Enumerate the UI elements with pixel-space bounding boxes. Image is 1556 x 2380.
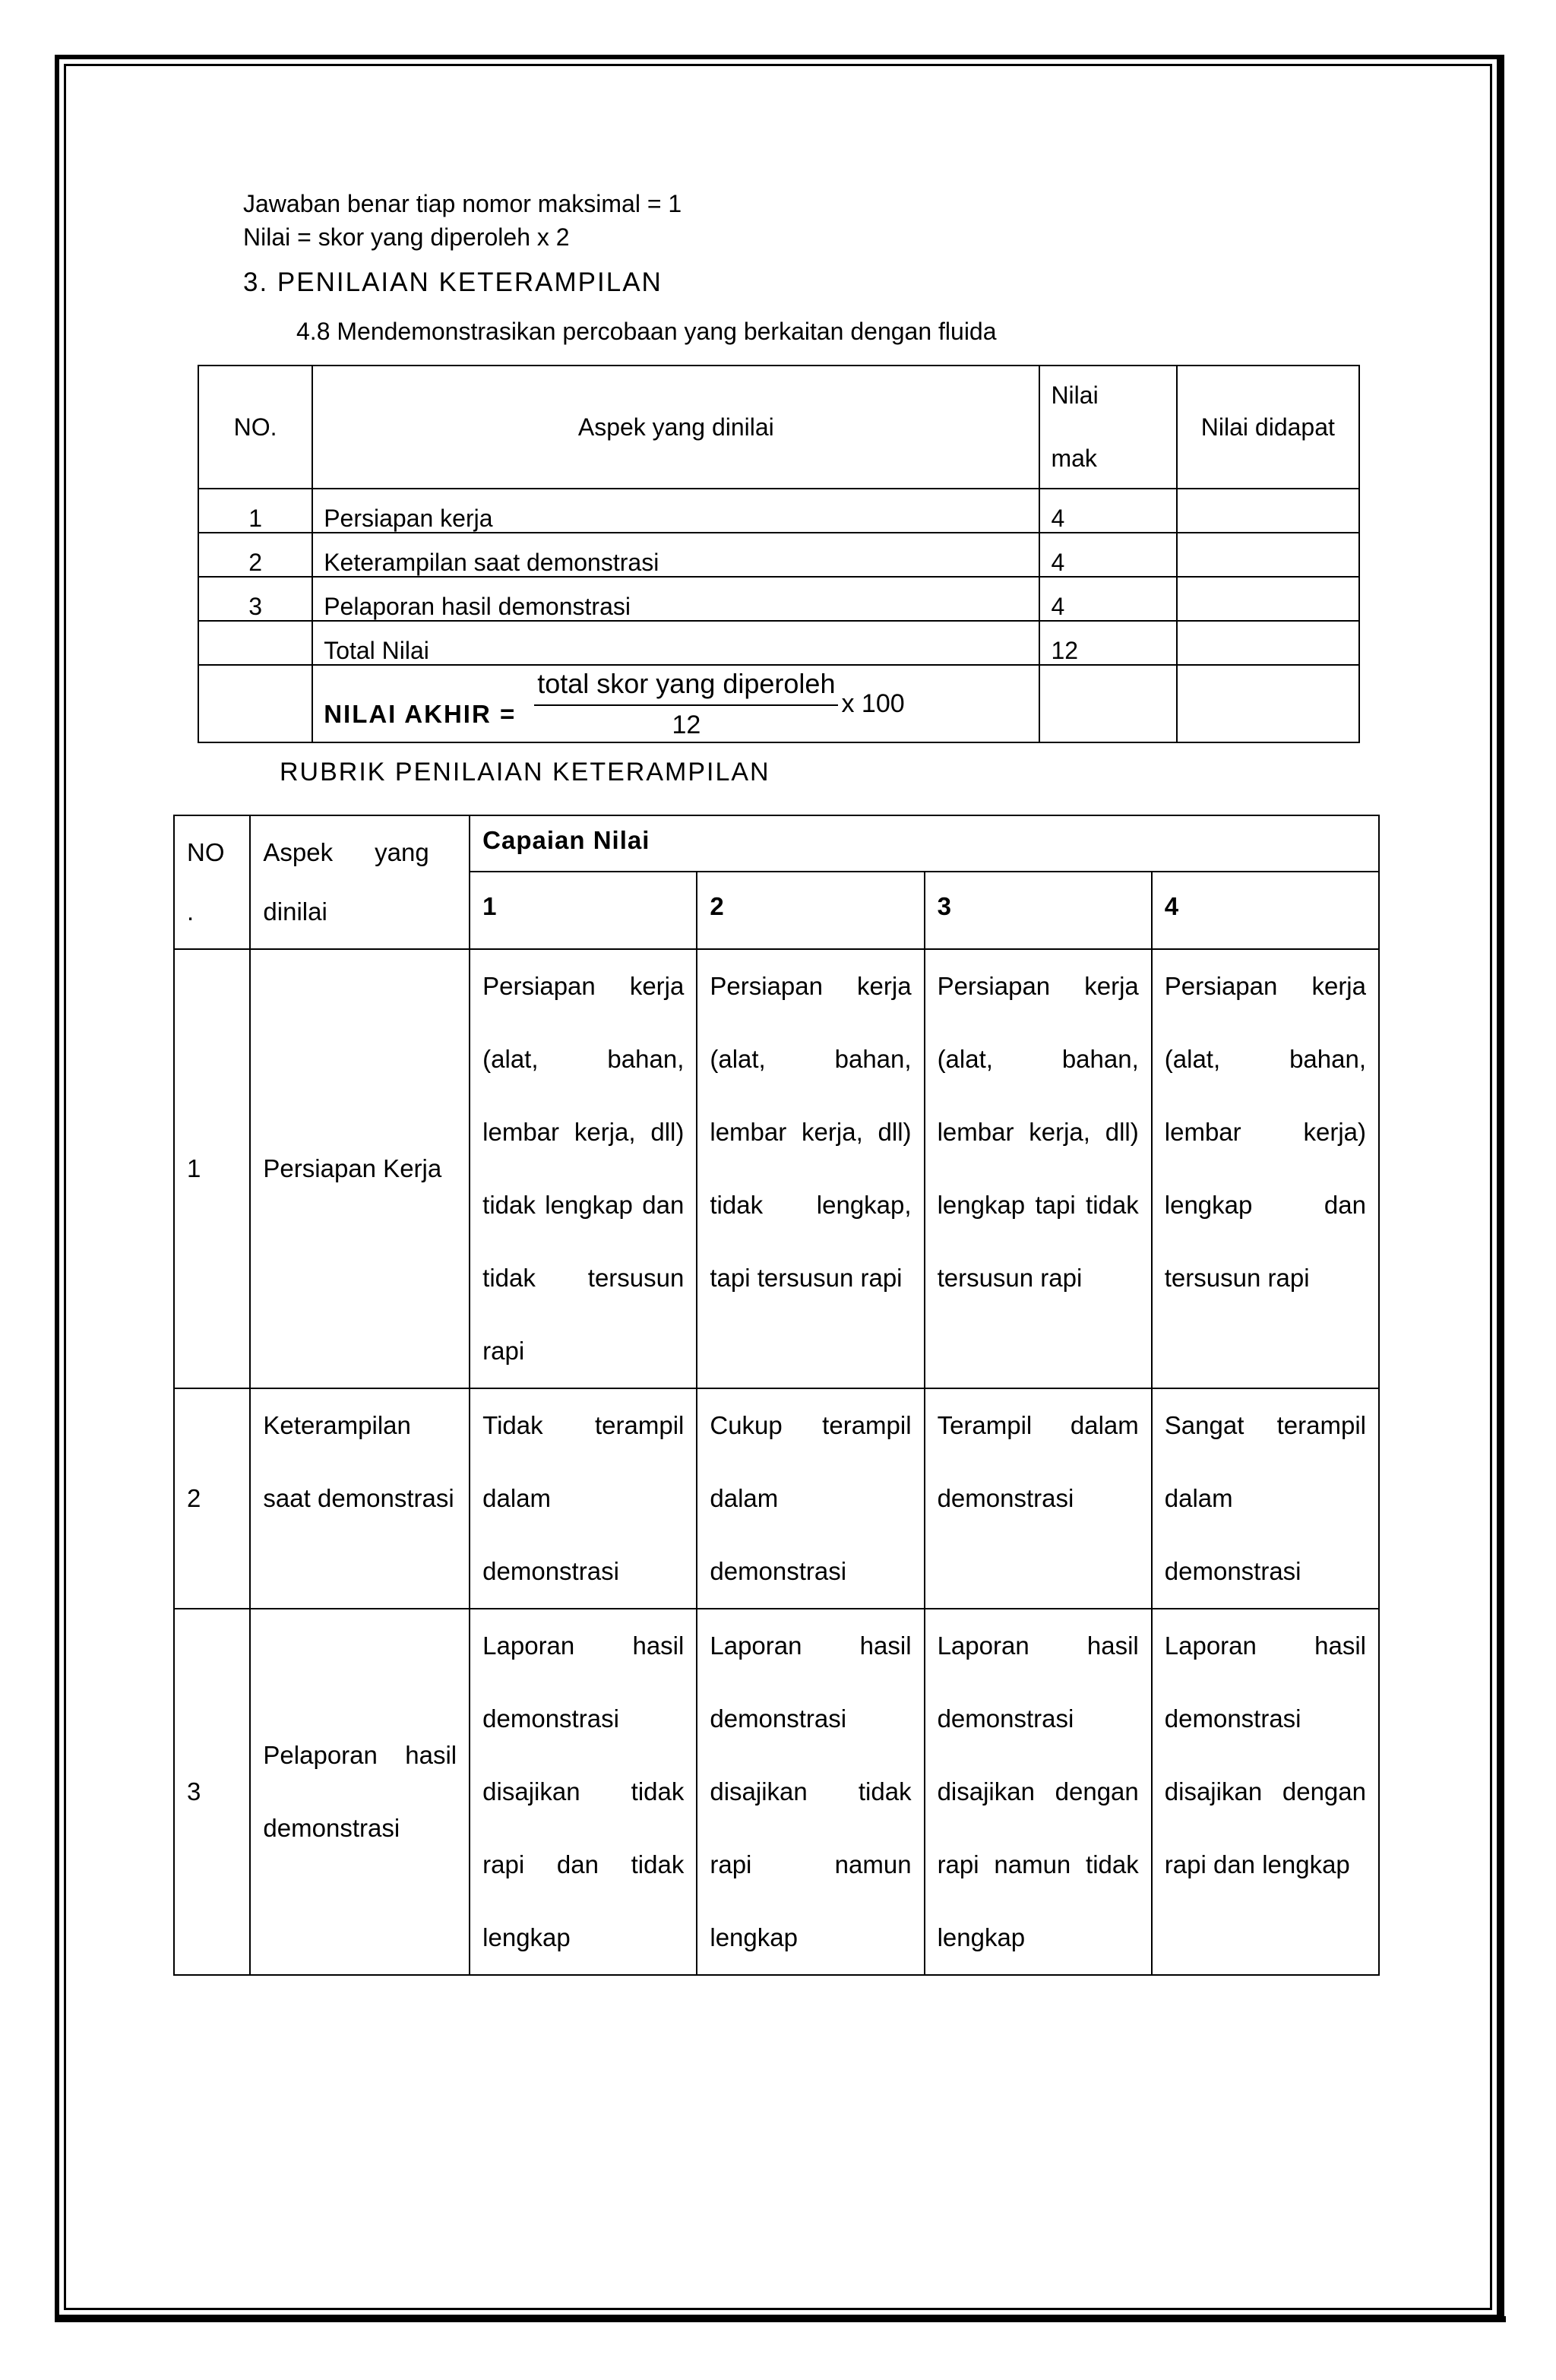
level-1: 1 [470,872,697,949]
row-max: 4 [1051,593,1065,620]
row-aspek: Persiapan kerja [324,505,493,532]
rubric-row [174,949,1379,1388]
table-row [198,489,1359,533]
rubric-row-no: 3 [174,1609,250,1975]
rubric-header-capaian: Capaian Nilai [470,815,1379,872]
header-no: NO. [198,366,312,489]
section-subheading: 4.8 Mendemonstrasikan percobaan yang berkaitan dengan fluida [296,318,997,345]
rubric-cell: Terampil dalam demonstrasi [925,1388,1152,1609]
row-didapat [1177,489,1359,533]
page-border-shadow-bottom [55,2316,1506,2322]
rubric-cell: Laporan hasil demonstrasi disajikan tidak rapi namun lengkap [697,1609,924,1975]
rubric-table [173,815,1380,1976]
level-3: 3 [925,872,1152,949]
rubric-header-no-top: NO [187,838,225,866]
rubric-header-top [174,815,1379,872]
row-didapat [1177,577,1359,621]
section-heading: 3. PENILAIAN KETERAMPILAN [243,267,663,297]
rubric-cell: Cukup terampil dalam demonstrasi [697,1388,924,1609]
level-4: 4 [1152,872,1379,949]
rubric-header-aspek-top: Aspek yang [263,838,429,866]
rubric-cell: Persiapan kerja (alat, bahan, lembar kerja, dll) lengkap tapi tidak tersusun rapi [925,949,1152,1388]
rubric-title: RUBRIK PENILAIAN KETERAMPILAN [280,758,770,786]
table-row [198,577,1359,621]
rubric-row-no: 2 [174,1388,250,1609]
table-row [198,533,1359,577]
row-no: 3 [248,593,262,620]
rubric-header-no [174,815,250,949]
rubric-header-no-bottom: . [187,897,194,926]
row-no: 2 [248,549,262,576]
row-aspek: Pelaporan hasil demonstrasi [324,593,631,620]
rubric-cell: Sangat terampil dalam demonstrasi [1152,1388,1379,1609]
intro-line-1: Jawaban benar tiap nomor maksimal = 1 [243,190,682,217]
row-didapat [1177,533,1359,577]
rubric-cell: Persiapan kerja (alat, bahan, lembar kerja, dll) tidak lengkap, tapi tersusun rapi [697,949,924,1388]
row-max: 4 [1051,549,1065,576]
total-didapat [1177,621,1359,665]
formula-denominator: 12 [672,710,701,739]
rubric-row [174,1388,1379,1609]
header-nilai-mak [1039,366,1176,489]
row-max: 4 [1051,505,1065,532]
rubric-cell: Tidak terampil dalam demonstrasi [470,1388,697,1609]
rubric-row-no: 1 [174,949,250,1388]
row-no: 1 [248,505,262,532]
header-aspek: Aspek yang dinilai [312,366,1039,489]
rubric-cell: Laporan hasil demonstrasi disajikan tidak rapi dan tidak lengkap [470,1609,697,1975]
row-aspek: Keterampilan saat demonstrasi [324,549,659,576]
header-nilai: Nilai [1051,381,1099,409]
total-row [198,621,1359,665]
total-label: Total Nilai [324,637,429,664]
header-mak: mak [1051,445,1097,472]
formula-fraction [534,668,838,740]
rubric-header-aspek-bottom: dinilai [263,897,327,926]
rubric-header-aspek [250,815,470,949]
formula-numerator: total skor yang diperoleh [534,668,838,706]
formula-multiplier: x 100 [841,688,905,718]
rubric-row-aspek: Persiapan Kerja [250,949,470,1388]
page-border-shadow-right [1498,55,1504,2322]
nilai-akhir-row [198,665,1359,742]
score-table [198,365,1360,743]
nilai-akhir-formula [324,668,1028,740]
total-max: 12 [1051,637,1079,664]
header-nilai-didapat: Nilai didapat [1177,366,1359,489]
intro-line-2: Nilai = skor yang diperoleh x 2 [243,223,570,251]
rubric-row-aspek: Pelaporan hasil demonstrasi [250,1609,470,1975]
rubric-row [174,1609,1379,1975]
rubric-row-aspek: Keterampilan saat demonstrasi [250,1388,470,1609]
level-2: 2 [697,872,924,949]
rubric-cell: Persiapan kerja (alat, bahan, lembar kerja) lengkap dan tersusun rapi [1152,949,1379,1388]
nilai-akhir-label: NILAI AKHIR = [324,700,517,728]
rubric-cell: Laporan hasil demonstrasi disajikan dengan rapi dan lengkap [1152,1609,1379,1975]
score-table-header [198,366,1359,489]
rubric-cell: Persiapan kerja (alat, bahan, lembar kerja, dll) tidak lengkap dan tidak tersusun rapi [470,949,697,1388]
rubric-cell: Laporan hasil demonstrasi disajikan dengan rapi namun tidak lengkap [925,1609,1152,1975]
